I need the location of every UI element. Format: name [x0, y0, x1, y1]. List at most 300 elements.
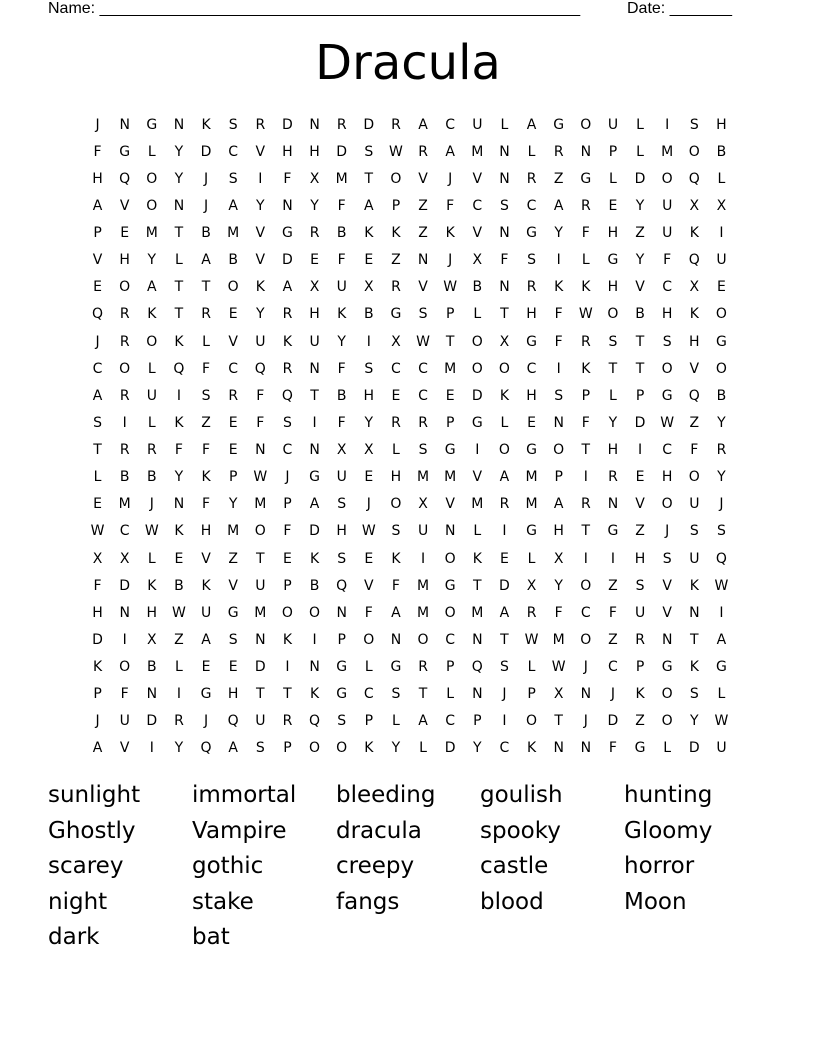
grid-letter: N [282, 197, 293, 214]
grid-letter: R [608, 469, 618, 486]
grid-letter: T [174, 279, 184, 296]
grid-letter: E [228, 306, 238, 323]
grid-letter: P [283, 740, 292, 757]
grid-letter: R [255, 116, 266, 133]
grid-letter: D [444, 740, 456, 757]
grid-letter: X [418, 496, 428, 513]
grid-letter: O [661, 686, 673, 703]
grid-letter: F [446, 197, 455, 214]
grid-letter: A [92, 197, 103, 214]
grid-letter: O [715, 306, 727, 323]
grid-letter: P [364, 713, 374, 730]
grid-letter: X [689, 279, 700, 296]
grid-letter: A [418, 116, 428, 133]
grid-letter: W [172, 604, 186, 621]
grid-letter: Q [227, 713, 239, 730]
grid-letter: U [255, 333, 266, 350]
grid-letter: L [392, 442, 400, 459]
grid-letter: K [147, 577, 157, 594]
grid-letter: L [175, 252, 183, 269]
grid-letter: R [201, 306, 211, 323]
date-field-label: Date: _______ [627, 0, 732, 17]
grid-letter: D [146, 713, 158, 730]
grid-letter: O [715, 360, 727, 377]
grid-letter: F [608, 740, 617, 757]
grid-letter: O [254, 523, 266, 540]
grid-letter: G [661, 387, 673, 404]
grid-letter: P [337, 631, 346, 648]
grid-letter: I [637, 442, 643, 459]
grid-letter: E [283, 550, 292, 567]
grid-letter: F [581, 414, 590, 431]
grid-letter: V [201, 550, 211, 567]
grid-letter: E [228, 414, 238, 431]
grid-letter: K [309, 550, 320, 567]
grid-letter: C [391, 360, 401, 377]
grid-letter: F [554, 333, 563, 350]
grid-letter: I [285, 659, 290, 676]
grid-letter: B [174, 577, 184, 594]
grid-letter: F [283, 170, 292, 187]
grid-letter: P [581, 387, 591, 404]
grid-letter: H [227, 686, 239, 703]
grid-letter: H [716, 116, 727, 133]
grid-letter: F [283, 523, 292, 540]
word-bank-item: bat [192, 924, 230, 951]
grid-letter: R [418, 143, 428, 160]
grid-letter: N [173, 197, 185, 214]
grid-letter: A [201, 631, 211, 648]
grid-letter: N [309, 360, 320, 377]
grid-letter: I [122, 631, 127, 648]
grid-letter: J [719, 496, 724, 513]
grid-letter: B [364, 306, 374, 323]
grid-letter: N [580, 143, 592, 160]
grid-letter: N [417, 252, 429, 269]
grid-letter: L [473, 523, 482, 540]
grid-letter: M [335, 170, 348, 187]
grid-letter: F [256, 387, 265, 404]
grid-letter: P [93, 686, 102, 703]
grid-letter: E [93, 279, 102, 296]
grid-letter: O [444, 604, 456, 621]
grid-letter: T [473, 577, 482, 594]
grid-letter: K [554, 279, 564, 296]
grid-letter: C [662, 442, 673, 459]
word-bank-item: scarey [48, 853, 124, 880]
grid-letter: L [636, 143, 644, 160]
grid-letter: M [417, 604, 430, 621]
grid-letter: W [389, 143, 403, 160]
grid-letter: L [527, 659, 536, 676]
grid-letter: C [499, 740, 510, 757]
grid-letter: W [551, 659, 566, 676]
grid-letter: G [634, 740, 646, 757]
grid-letter: M [552, 631, 565, 648]
grid-letter: M [471, 604, 484, 621]
word-bank-item: Vampire [192, 817, 287, 844]
grid-letter: B [716, 143, 727, 160]
grid-letter: P [527, 686, 536, 703]
grid-letter: J [665, 523, 670, 540]
grid-letter: H [200, 523, 212, 540]
grid-letter: U [689, 496, 700, 513]
grid-letter: N [119, 116, 130, 133]
grid-letter: A [228, 740, 238, 757]
grid-letter: P [228, 469, 238, 486]
grid-letter: N [255, 442, 266, 459]
grid-letter: H [363, 387, 375, 404]
grid-letter: C [228, 143, 239, 160]
grid-letter: A [92, 740, 103, 757]
grid-letter: Y [364, 414, 374, 431]
grid-letter: T [608, 360, 618, 377]
grid-letter: L [717, 686, 726, 703]
grid-letter: G [444, 577, 456, 594]
grid-letter: Q [281, 387, 293, 404]
grid-letter: X [336, 442, 347, 459]
grid-letter: K [337, 306, 347, 323]
grid-letter: R [119, 387, 130, 404]
grid-letter: B [635, 306, 645, 323]
grid-letter: G [119, 143, 131, 160]
grid-letter: S [689, 523, 699, 540]
grid-letter: H [309, 306, 320, 323]
grid-letter: F [202, 496, 211, 513]
grid-letter: K [255, 279, 265, 296]
grid-letter: O [688, 469, 700, 486]
grid-letter: G [444, 442, 456, 459]
grid-letter: R [526, 604, 537, 621]
grid-letter: I [176, 686, 181, 703]
grid-letter: R [119, 333, 130, 350]
grid-letter: V [255, 225, 266, 242]
grid-letter: O [390, 496, 402, 513]
grid-letter: N [499, 143, 510, 160]
grid-letter: E [364, 469, 374, 486]
grid-letter: D [607, 713, 619, 730]
grid-letter: W [660, 414, 675, 431]
grid-letter: U [336, 469, 347, 486]
grid-letter: T [500, 306, 509, 323]
grid-letter: U [662, 197, 673, 214]
grid-letter: W [524, 631, 539, 648]
grid-letter: M [417, 469, 430, 486]
grid-letter: N [336, 604, 347, 621]
grid-letter: M [525, 496, 538, 513]
grid-letter: U [200, 604, 212, 621]
grid-letter: M [444, 469, 457, 486]
grid-letter: I [502, 713, 507, 730]
grid-letter: Y [554, 577, 563, 594]
grid-letter: S [608, 333, 618, 350]
grid-letter: O [146, 197, 158, 214]
grid-letter: N [119, 604, 130, 621]
grid-letter: O [553, 442, 565, 459]
grid-letter: O [444, 550, 456, 567]
grid-letter: S [716, 523, 726, 540]
grid-letter: T [581, 442, 591, 459]
grid-letter: R [309, 225, 320, 242]
grid-letter: C [418, 387, 428, 404]
grid-letter: O [661, 713, 673, 730]
grid-letter: U [255, 713, 266, 730]
grid-letter: V [662, 577, 672, 594]
grid-letter: E [364, 252, 374, 269]
grid-letter: L [147, 414, 156, 431]
grid-letter: K [689, 306, 699, 323]
grid-letter: T [445, 333, 455, 350]
grid-letter: F [391, 577, 400, 594]
grid-letter: E [228, 659, 238, 676]
grid-letter: T [554, 713, 563, 730]
grid-letter: U [607, 116, 619, 133]
grid-letter: T [635, 333, 645, 350]
grid-letter: C [472, 197, 483, 214]
grid-letter: V [472, 170, 483, 187]
grid-letter: T [690, 631, 699, 648]
grid-letter: O [417, 631, 429, 648]
grid-letter: Z [635, 523, 645, 540]
grid-letter: F [202, 442, 211, 459]
grid-letter: L [446, 686, 455, 703]
grid-letter: Z [635, 225, 645, 242]
grid-letter: O [661, 496, 673, 513]
grid-letter: C [418, 360, 428, 377]
grid-letter: Y [174, 170, 184, 187]
grid-letter: C [363, 686, 374, 703]
word-bank-item: hunting [624, 782, 713, 808]
worksheet-header [48, 0, 748, 20]
grid-letter: E [635, 469, 645, 486]
grid-letter: K [472, 550, 482, 567]
grid-letter: G [471, 414, 483, 431]
grid-letter: G [526, 523, 537, 540]
grid-letter: S [391, 686, 401, 703]
grid-letter: O [661, 360, 673, 377]
grid-letter: Z [391, 252, 401, 269]
grid-letter: M [661, 143, 674, 160]
grid-letter: V [635, 279, 645, 296]
grid-letter: N [607, 496, 619, 513]
grid-letter: K [581, 360, 591, 377]
grid-letter: U [417, 523, 429, 540]
grid-letter: O [471, 333, 483, 350]
grid-letter: D [336, 143, 348, 160]
grid-letter: L [636, 116, 644, 133]
grid-letter: Y [147, 252, 157, 269]
grid-letter: D [471, 387, 483, 404]
grid-letter: I [610, 550, 615, 567]
grid-letter: G [607, 523, 619, 540]
grid-letter: O [526, 713, 538, 730]
grid-letter: Y [174, 143, 184, 160]
grid-letter: Y [690, 713, 699, 730]
grid-letter: J [95, 333, 100, 350]
grid-letter: E [174, 550, 184, 567]
grid-letter: X [364, 442, 374, 459]
grid-letter: E [500, 550, 509, 567]
grid-letter: G [526, 442, 537, 459]
grid-letter: K [445, 225, 455, 242]
grid-letter: I [719, 225, 724, 242]
grid-letter: S [662, 333, 672, 350]
grid-letter: N [499, 225, 510, 242]
grid-letter: J [583, 659, 588, 676]
grid-letter: L [364, 659, 373, 676]
grid-letter: V [635, 496, 645, 513]
grid-letter: C [228, 360, 239, 377]
grid-letter: H [661, 469, 673, 486]
word-bank-item: fangs [336, 888, 400, 915]
grid-letter: B [336, 387, 347, 404]
grid-letter: Q [119, 170, 131, 187]
grid-letter: Y [174, 469, 184, 486]
grid-letter: E [717, 279, 726, 296]
grid-letter: L [609, 170, 617, 187]
grid-letter: C [445, 631, 456, 648]
grid-letter: F [608, 604, 617, 621]
grid-letter: V [472, 225, 483, 242]
grid-letter: Q [336, 577, 348, 594]
grid-letter: I [366, 333, 371, 350]
grid-letter: S [499, 659, 509, 676]
grid-letter: I [556, 252, 561, 269]
grid-letter: J [610, 686, 615, 703]
grid-letter: W [443, 279, 458, 296]
grid-letter: D [119, 577, 131, 594]
grid-letter: K [391, 225, 401, 242]
grid-letter: L [147, 143, 156, 160]
grid-letter: I [312, 631, 317, 648]
grid-letter: P [93, 225, 102, 242]
grid-letter: T [93, 442, 102, 459]
grid-letter: T [201, 279, 211, 296]
grid-letter: P [445, 659, 455, 676]
grid-letter: H [92, 170, 103, 187]
grid-letter: O [336, 740, 348, 757]
grid-letter: L [527, 143, 536, 160]
grid-letter: K [92, 659, 103, 676]
grid-letter: D [634, 170, 646, 187]
grid-letter: F [337, 252, 346, 269]
grid-letter: T [418, 686, 428, 703]
grid-letter: O [688, 143, 700, 160]
grid-letter: L [663, 740, 672, 757]
grid-letter: N [146, 686, 158, 703]
grid-letter: Y [256, 197, 265, 214]
grid-letter: W [253, 469, 268, 486]
grid-letter: M [254, 604, 267, 621]
grid-letter: X [716, 197, 727, 214]
grid-letter: S [228, 170, 238, 187]
grid-letter: O [363, 631, 375, 648]
grid-letter: V [228, 333, 238, 350]
grid-letter: G [716, 659, 727, 676]
grid-letter: N [309, 659, 320, 676]
grid-letter: L [202, 333, 210, 350]
grid-letter: L [473, 306, 482, 323]
grid-letter: Y [256, 306, 265, 323]
grid-letter: I [420, 550, 426, 567]
grid-letter: X [391, 333, 401, 350]
grid-letter: U [716, 740, 727, 757]
grid-letter: I [149, 740, 154, 757]
grid-letter: O [146, 333, 158, 350]
grid-letter: L [93, 469, 102, 486]
grid-letter: N [444, 523, 456, 540]
grid-letter: V [119, 197, 130, 214]
grid-letter: A [391, 604, 401, 621]
word-bank [48, 778, 768, 956]
grid-letter: Y [717, 469, 726, 486]
grid-letter: R [146, 442, 157, 459]
grid-letter: F [337, 360, 346, 377]
grid-letter: O [498, 360, 510, 377]
grid-letter: K [689, 577, 699, 594]
grid-letter: J [203, 713, 209, 730]
grid-letter: B [119, 469, 130, 486]
grid-letter: G [146, 116, 158, 133]
grid-letter: G [336, 659, 348, 676]
grid-letter: H [146, 604, 158, 621]
grid-letter: N [661, 631, 673, 648]
grid-letter: D [282, 116, 293, 133]
grid-letter: J [502, 686, 507, 703]
grid-letter: K [526, 740, 537, 757]
grid-letter: J [366, 496, 371, 513]
grid-letter: S [527, 252, 536, 269]
grid-letter: T [256, 686, 265, 703]
grid-letter: M [471, 143, 484, 160]
grid-letter: F [554, 306, 563, 323]
grid-letter: S [337, 496, 347, 513]
grid-letter: T [283, 686, 292, 703]
grid-letter: M [118, 496, 131, 513]
grid-letter: R [526, 170, 537, 187]
grid-letter: V [445, 496, 455, 513]
grid-letter: D [282, 252, 293, 269]
grid-letter: F [581, 225, 590, 242]
grid-letter: M [227, 523, 240, 540]
grid-letter: R [119, 306, 130, 323]
grid-letter: V [119, 740, 130, 757]
grid-letter: B [472, 279, 483, 296]
grid-letter: G [227, 604, 239, 621]
grid-letter: I [475, 442, 480, 459]
grid-letter: Q [471, 659, 483, 676]
grid-letter: Y [554, 225, 563, 242]
word-bank-item: bleeding [336, 782, 436, 808]
grid-letter: L [392, 713, 400, 730]
grid-letter: K [174, 523, 184, 540]
grid-letter: U [255, 577, 266, 594]
grid-letter: Q [92, 306, 104, 323]
grid-letter: H [634, 550, 646, 567]
grid-letter: Y [608, 414, 618, 431]
grid-letter: Z [201, 414, 211, 431]
grid-letter: G [526, 225, 537, 242]
grid-letter: A [553, 496, 564, 513]
grid-letter: I [583, 550, 588, 567]
grid-letter: Z [689, 414, 700, 431]
grid-letter: X [689, 197, 700, 214]
grid-letter: X [526, 577, 537, 594]
grid-letter: A [553, 197, 564, 214]
grid-letter: M [254, 496, 267, 513]
grid-letter: F [337, 414, 346, 431]
grid-letter: W [361, 523, 376, 540]
